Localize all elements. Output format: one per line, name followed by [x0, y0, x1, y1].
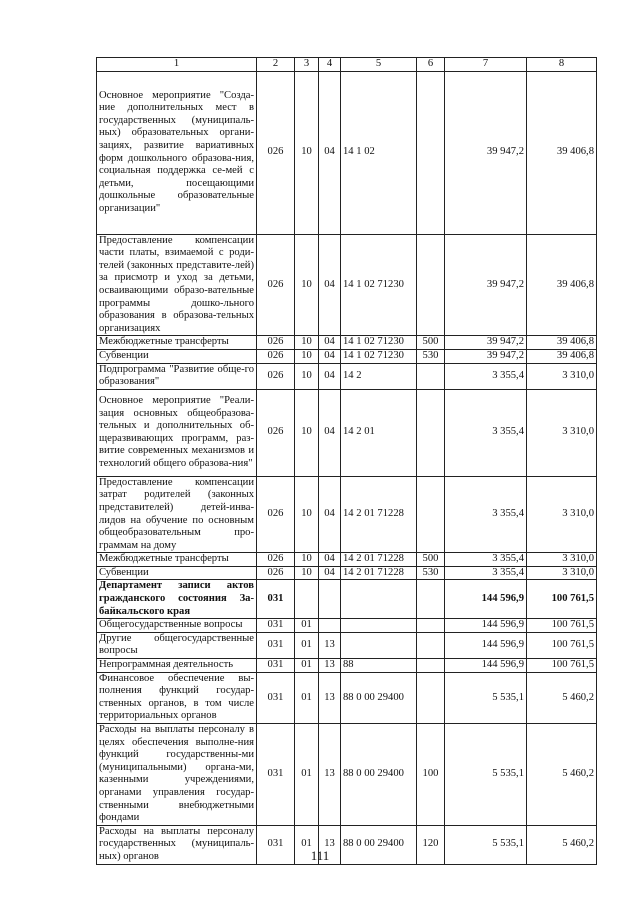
section-code-cell: 01: [295, 825, 319, 864]
table-row: [97, 553, 597, 567]
subsection-code-cell: 04: [319, 71, 341, 234]
subsection-code-cell: 04: [319, 363, 341, 389]
expense-type-cell: 530: [417, 349, 445, 363]
amount-year2-cell: 100 761,5: [527, 632, 597, 658]
table-row: [97, 619, 597, 633]
subsection-code-cell: [319, 619, 341, 633]
section-code-cell: 01: [295, 632, 319, 658]
admin-code-cell: 026: [257, 389, 295, 476]
subsection-code-cell: 13: [319, 659, 341, 673]
target-article-cell: 14 2 01 71228: [341, 566, 417, 580]
target-article-cell: 88 0 00 29400: [341, 825, 417, 864]
amount-year2-cell: 3 310,0: [527, 389, 597, 476]
header-cell: 7: [445, 58, 527, 72]
amount-year2-cell: 39 406,8: [527, 234, 597, 336]
target-article-cell: 14 2: [341, 363, 417, 389]
item-name-cell: Финансовое обеспечение вы-полнения функций государ-ственных органов, в том числе территориальных органов: [97, 672, 257, 723]
expense-type-cell: 500: [417, 553, 445, 567]
table-row: [97, 476, 597, 553]
amount-year1-cell: 3 355,4: [445, 553, 527, 567]
expense-type-cell: [417, 234, 445, 336]
subsection-code-cell: 04: [319, 476, 341, 553]
admin-code-cell: 026: [257, 71, 295, 234]
subsection-code-cell: [319, 580, 341, 619]
table-row: [97, 566, 597, 580]
amount-year1-cell: 144 596,9: [445, 580, 527, 619]
amount-year2-cell: 39 406,8: [527, 336, 597, 350]
section-code-cell: 10: [295, 566, 319, 580]
amount-year1-cell: 5 535,1: [445, 825, 527, 864]
table-row: [97, 659, 597, 673]
item-name-cell: Межбюджетные трансферты: [97, 553, 257, 567]
header-cell: 5: [341, 58, 417, 72]
admin-code-cell: 031: [257, 672, 295, 723]
amount-year2-cell: 5 460,2: [527, 724, 597, 826]
subsection-code-cell: 04: [319, 234, 341, 336]
item-name-cell: Субвенции: [97, 349, 257, 363]
item-name-cell: Непрограммная деятельность: [97, 659, 257, 673]
header-cell: 1: [97, 58, 257, 72]
table-row: [97, 349, 597, 363]
section-code-cell: 01: [295, 672, 319, 723]
amount-year1-cell: 144 596,9: [445, 659, 527, 673]
amount-year2-cell: 39 406,8: [527, 71, 597, 234]
admin-code-cell: 026: [257, 234, 295, 336]
amount-year1-cell: 3 355,4: [445, 566, 527, 580]
section-code-cell: 01: [295, 724, 319, 826]
section-code-cell: [295, 580, 319, 619]
amount-year1-cell: 39 947,2: [445, 336, 527, 350]
table-header-row: [97, 58, 597, 72]
item-name-cell: Субвенции: [97, 566, 257, 580]
amount-year1-cell: 3 355,4: [445, 389, 527, 476]
item-name-cell: Основное мероприятие "Созда-ние дополнительных мест в государственных (муниципаль-ных) образовательных органи-зациях, развитие вариативных форм дошкольного образова-ния, социальная поддержка се-мей с детьми, посещающими дошкольные образовательные организации": [97, 71, 257, 234]
item-name-cell: Подпрограмма "Развитие обще-го образования": [97, 363, 257, 389]
item-name-cell: Предоставление компенсации затрат родителей (законных представителей) детей-инва-лидов на обучение по основным общеобразовательным про-граммам на дому: [97, 476, 257, 553]
subsection-code-cell: 04: [319, 349, 341, 363]
admin-code-cell: 026: [257, 476, 295, 553]
header-cell: 2: [257, 58, 295, 72]
item-name-cell: Другие общегосударственные вопросы: [97, 632, 257, 658]
item-name-cell: Расходы на выплаты персоналу в целях обеспечения выполне-ния функций государственны-ми (муниципальными) органа-ми, казенными учреждениями, органами управления государ-ственными внебюджетными фондами: [97, 724, 257, 826]
expense-type-cell: [417, 632, 445, 658]
target-article-cell: 88: [341, 659, 417, 673]
expense-type-cell: [417, 619, 445, 633]
section-code-cell: 10: [295, 71, 319, 234]
admin-code-cell: 026: [257, 349, 295, 363]
item-name-cell: Расходы на выплаты персоналу государственных (муниципаль-ных) органов: [97, 825, 257, 864]
target-article-cell: 14 1 02 71230: [341, 349, 417, 363]
expense-type-cell: 100: [417, 724, 445, 826]
subsection-code-cell: 13: [319, 825, 341, 864]
subsection-code-cell: 04: [319, 389, 341, 476]
item-name-cell: Департамент записи актов гражданского состояния За-байкальского края: [97, 580, 257, 619]
header-cell: 4: [319, 58, 341, 72]
item-name-cell: Предоставление компенсации части платы, взимаемой с роди-телей (законных представите-лей) за присмотр и уход за детьми, осваивающими образо-вательные программы дошко-льного образования в образова-тельных организациях: [97, 234, 257, 336]
section-code-cell: 10: [295, 363, 319, 389]
table-row: [97, 389, 597, 476]
target-article-cell: 14 1 02: [341, 71, 417, 234]
expense-type-cell: [417, 476, 445, 553]
target-article-cell: 14 2 01: [341, 389, 417, 476]
expense-type-cell: [417, 659, 445, 673]
subsection-code-cell: 04: [319, 553, 341, 567]
target-article-cell: 88 0 00 29400: [341, 672, 417, 723]
header-cell: 3: [295, 58, 319, 72]
header-cell: 8: [527, 58, 597, 72]
amount-year2-cell: 5 460,2: [527, 825, 597, 864]
section-code-cell: 10: [295, 389, 319, 476]
section-code-cell: 10: [295, 234, 319, 336]
admin-code-cell: 026: [257, 363, 295, 389]
item-name-cell: Основное мероприятие "Реали-зация основных общеобразова-тельных и дополнительных об-щеразвивающих программ, раз-витие современных механизмов и технологий общего образова-ния": [97, 389, 257, 476]
table-row: [97, 672, 597, 723]
table-row: [97, 363, 597, 389]
amount-year2-cell: 3 310,0: [527, 476, 597, 553]
admin-code-cell: 031: [257, 724, 295, 826]
item-name-cell: Общегосударственные вопросы: [97, 619, 257, 633]
expense-type-cell: [417, 363, 445, 389]
subsection-code-cell: 13: [319, 632, 341, 658]
expense-type-cell: 530: [417, 566, 445, 580]
admin-code-cell: 031: [257, 580, 295, 619]
target-article-cell: 14 2 01 71228: [341, 476, 417, 553]
section-code-cell: 10: [295, 553, 319, 567]
section-code-cell: 10: [295, 476, 319, 553]
admin-code-cell: 031: [257, 659, 295, 673]
expense-type-cell: [417, 71, 445, 234]
page-number: 111: [310, 848, 330, 863]
amount-year1-cell: 39 947,2: [445, 234, 527, 336]
amount-year2-cell: 100 761,5: [527, 580, 597, 619]
table-row: [97, 632, 597, 658]
item-name-cell: Межбюджетные трансферты: [97, 336, 257, 350]
admin-code-cell: 026: [257, 566, 295, 580]
subsection-code-cell: 13: [319, 724, 341, 826]
amount-year2-cell: 3 310,0: [527, 553, 597, 567]
amount-year2-cell: 100 761,5: [527, 659, 597, 673]
budget-table: [96, 57, 597, 865]
target-article-cell: [341, 619, 417, 633]
target-article-cell: 88 0 00 29400: [341, 724, 417, 826]
table-row: [97, 336, 597, 350]
table-row: [97, 71, 597, 234]
subsection-code-cell: 13: [319, 672, 341, 723]
table-row: [97, 580, 597, 619]
subsection-code-cell: 04: [319, 336, 341, 350]
amount-year2-cell: 100 761,5: [527, 619, 597, 633]
amount-year1-cell: 3 355,4: [445, 476, 527, 553]
expense-type-cell: 120: [417, 825, 445, 864]
amount-year1-cell: 144 596,9: [445, 632, 527, 658]
amount-year1-cell: 5 535,1: [445, 672, 527, 723]
admin-code-cell: 031: [257, 825, 295, 864]
target-article-cell: 14 1 02 71230: [341, 234, 417, 336]
header-cell: 6: [417, 58, 445, 72]
expense-type-cell: [417, 580, 445, 619]
amount-year2-cell: 3 310,0: [527, 363, 597, 389]
target-article-cell: [341, 580, 417, 619]
subsection-code-cell: 04: [319, 566, 341, 580]
amount-year2-cell: 39 406,8: [527, 349, 597, 363]
section-code-cell: 10: [295, 336, 319, 350]
target-article-cell: [341, 632, 417, 658]
table-row: [97, 724, 597, 826]
expense-type-cell: [417, 672, 445, 723]
amount-year1-cell: 39 947,2: [445, 349, 527, 363]
expense-type-cell: [417, 389, 445, 476]
amount-year2-cell: 3 310,0: [527, 566, 597, 580]
target-article-cell: 14 1 02 71230: [341, 336, 417, 350]
section-code-cell: 01: [295, 619, 319, 633]
admin-code-cell: 031: [257, 632, 295, 658]
admin-code-cell: 026: [257, 553, 295, 567]
target-article-cell: 14 2 01 71228: [341, 553, 417, 567]
table-row: [97, 234, 597, 336]
amount-year1-cell: 3 355,4: [445, 363, 527, 389]
amount-year2-cell: 5 460,2: [527, 672, 597, 723]
expense-type-cell: 500: [417, 336, 445, 350]
admin-code-cell: 031: [257, 619, 295, 633]
amount-year1-cell: 144 596,9: [445, 619, 527, 633]
amount-year1-cell: 39 947,2: [445, 71, 527, 234]
section-code-cell: 01: [295, 659, 319, 673]
section-code-cell: 10: [295, 349, 319, 363]
admin-code-cell: 026: [257, 336, 295, 350]
amount-year1-cell: 5 535,1: [445, 724, 527, 826]
